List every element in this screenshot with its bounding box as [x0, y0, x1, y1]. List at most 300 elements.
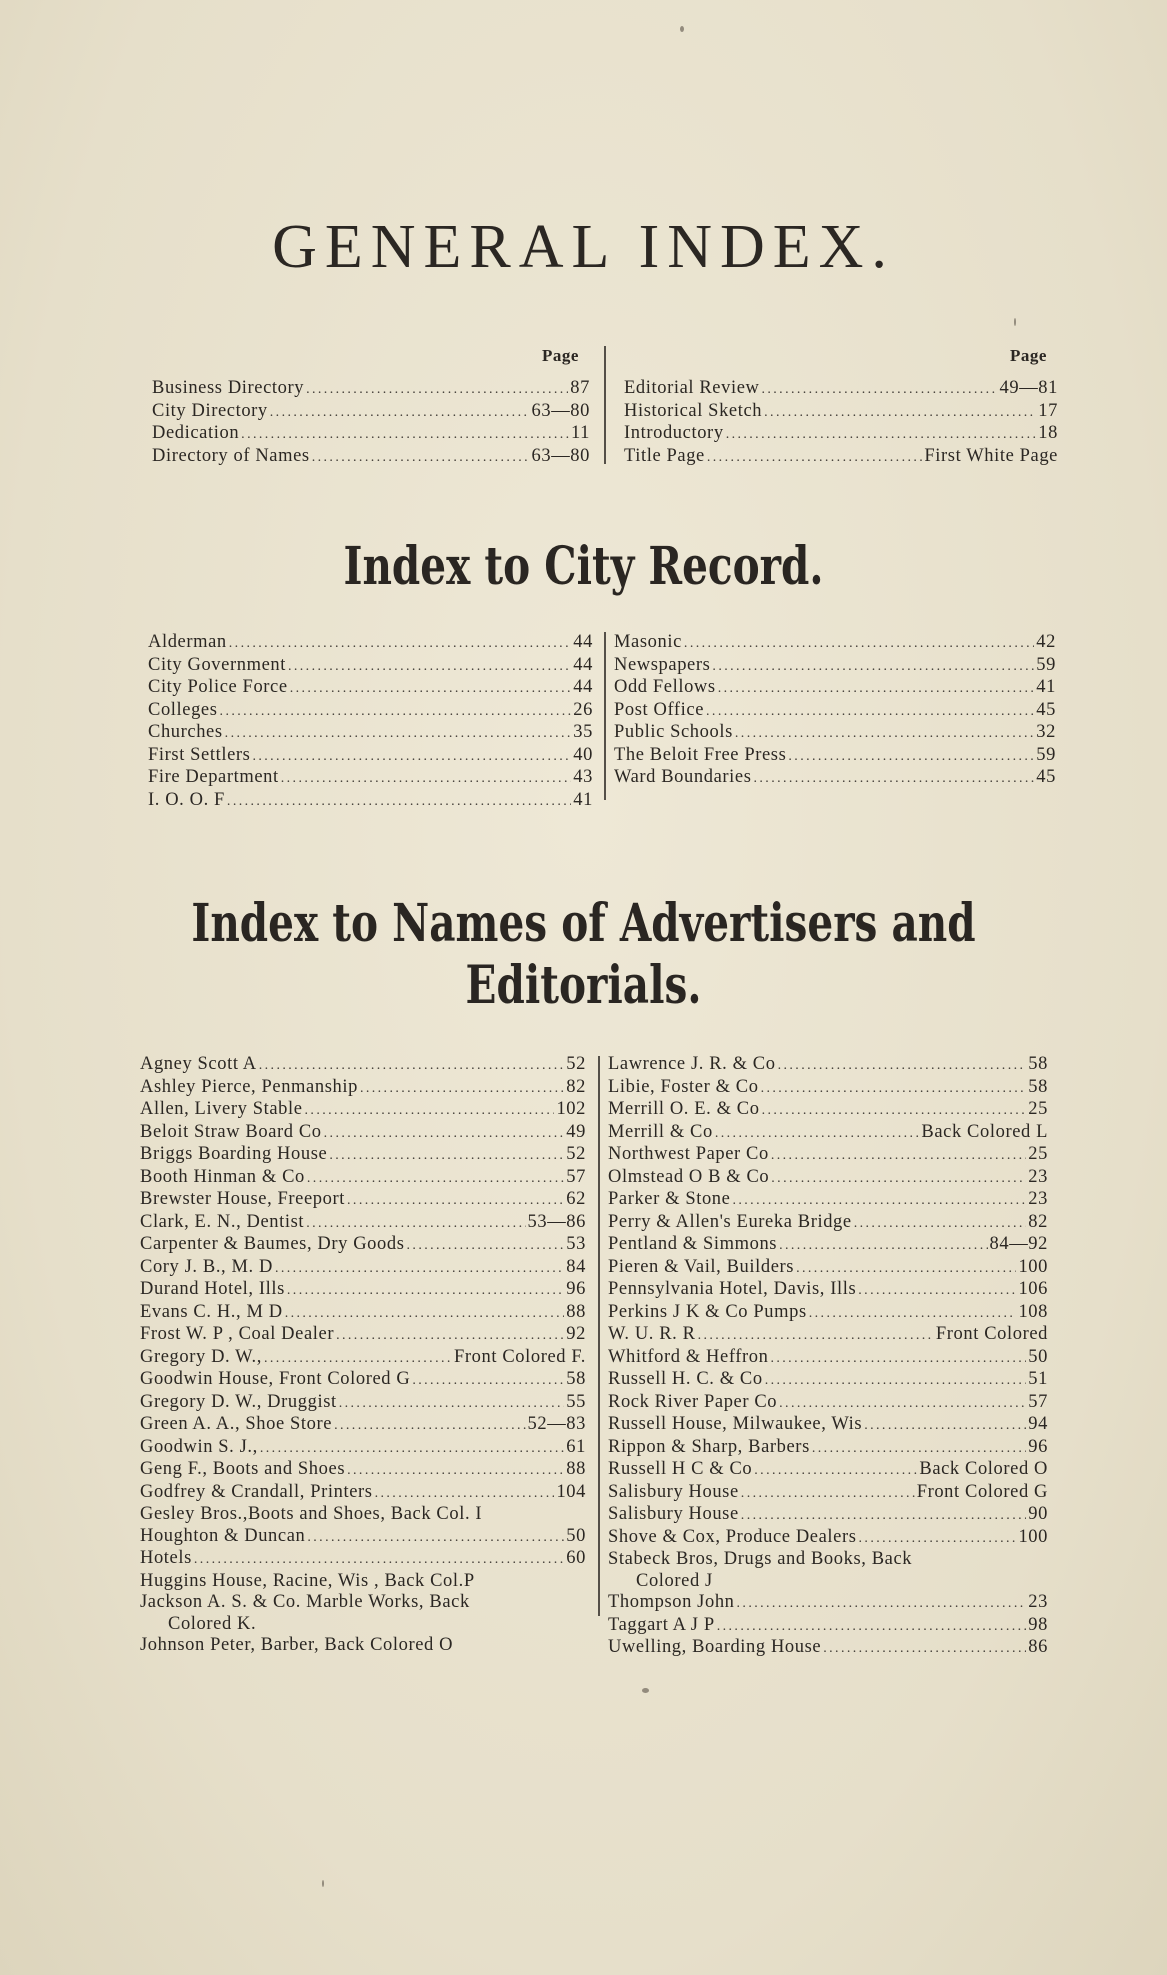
entry-label: Directory of Names — [152, 445, 310, 466]
entry-page: Front Colored — [935, 1324, 1048, 1344]
leader-dots — [754, 1460, 917, 1482]
entry-page: 106 — [1018, 1279, 1048, 1299]
leader-dots — [770, 1348, 1026, 1370]
leader-dots — [684, 633, 1034, 655]
paper-speck — [642, 1688, 649, 1693]
leader-dots — [290, 678, 572, 700]
entry-page: 41 — [573, 789, 593, 810]
index-entry — [152, 446, 590, 469]
entry-label: Stabeck Bros, Drugs and Books, Back — [608, 1549, 913, 1569]
general-index-right-column — [624, 378, 1058, 468]
entry-label: Gregory D. W., Druggist — [140, 1391, 337, 1412]
entry-label: Public Schools — [614, 722, 733, 742]
entry-label: Houghton & Duncan — [140, 1525, 306, 1546]
leader-dots — [737, 1593, 1027, 1615]
index-entry — [608, 1504, 1048, 1527]
column-divider — [604, 346, 606, 464]
entry-label: Russell H. C. & Co — [608, 1369, 763, 1389]
entry-page: 94 — [1028, 1414, 1048, 1434]
entry-label: Durand Hotel, Ills — [140, 1279, 285, 1299]
leader-dots — [225, 723, 572, 745]
leader-dots — [227, 791, 571, 813]
entry-label: Allen, Livery Stable — [140, 1099, 303, 1119]
entry-label: Booth Hinman & Co — [140, 1166, 305, 1187]
index-entry — [614, 700, 1056, 723]
leader-dots — [823, 1638, 1026, 1660]
entry-label: Shove & Cox, Produce Dealers — [608, 1526, 857, 1547]
entry-label: Merrill O. E. & Co — [608, 1099, 760, 1119]
entry-page: 108 — [1018, 1301, 1048, 1322]
entry-page: 23 — [1028, 1166, 1048, 1187]
index-entry — [140, 1324, 586, 1347]
index-entry — [140, 1459, 586, 1482]
entry-label: Masonic — [614, 632, 682, 652]
index-entry — [608, 1054, 1048, 1077]
index-entry — [152, 401, 590, 424]
entry-label: Introductory — [624, 423, 724, 443]
entry-label: Salisbury House — [608, 1481, 739, 1502]
entry-page: 90 — [1028, 1504, 1048, 1524]
index-entry — [608, 1392, 1048, 1415]
entry-page: Front Colored F. — [454, 1346, 586, 1367]
entry-page: 104 — [556, 1481, 586, 1502]
entry-page: 96 — [1028, 1436, 1048, 1457]
entry-label: Parker & Stone — [608, 1189, 731, 1209]
index-entry — [608, 1615, 1048, 1638]
entry-page: 100 — [1018, 1256, 1048, 1277]
entry-label: Churches — [148, 722, 223, 742]
leader-dots — [788, 746, 1034, 768]
index-entry — [140, 1167, 586, 1190]
entry-page: 62 — [566, 1189, 586, 1209]
index-entry — [140, 1189, 586, 1212]
leader-dots — [270, 402, 530, 424]
entry-page: 84 — [566, 1256, 586, 1277]
entry-label: Ashley Pierce, Penmanship — [140, 1076, 358, 1097]
leader-dots — [854, 1213, 1027, 1235]
entry-page: 88 — [566, 1459, 586, 1479]
entry-page: 60 — [566, 1548, 586, 1568]
index-entry — [140, 1504, 586, 1526]
leader-dots — [741, 1483, 915, 1505]
leader-dots — [726, 424, 1037, 446]
entry-label: Geng F., Boots and Shoes — [140, 1459, 346, 1479]
entry-label: Business Directory — [152, 378, 305, 398]
index-entry — [624, 401, 1058, 424]
page-column-header-left: Page — [542, 346, 579, 365]
entry-label: Godfrey & Crandall, Printers — [140, 1481, 373, 1502]
leader-dots — [252, 746, 571, 768]
entry-page: 96 — [566, 1279, 586, 1299]
leader-dots — [717, 1616, 1027, 1638]
index-entry — [148, 745, 593, 768]
column-divider — [604, 632, 606, 800]
entry-page: 41 — [1036, 677, 1056, 697]
entry-page: 82 — [566, 1076, 586, 1097]
leader-dots — [761, 1078, 1027, 1100]
index-entry — [140, 1234, 586, 1257]
leader-dots — [347, 1460, 564, 1482]
leader-dots — [796, 1258, 1016, 1280]
entry-page: 32 — [1036, 722, 1056, 742]
index-entry — [140, 1414, 586, 1437]
entry-label: Perry & Allen's Eureka Bridge — [608, 1211, 852, 1232]
index-entry — [152, 423, 590, 446]
leader-dots — [329, 1145, 564, 1167]
entry-label: Colored K. — [168, 1613, 257, 1634]
entry-label: Uwelling, Boarding House — [608, 1637, 822, 1657]
entry-label: City Police Force — [148, 677, 288, 697]
column-divider — [598, 1056, 600, 1616]
entry-page: 59 — [1036, 654, 1056, 675]
index-entry — [624, 423, 1058, 446]
leader-dots — [732, 1190, 1026, 1212]
paper-speck — [1014, 318, 1016, 326]
entry-label: The Beloit Free Press — [614, 744, 787, 765]
index-entry — [608, 1459, 1048, 1482]
index-entry — [140, 1635, 586, 1657]
entry-page: 23 — [1028, 1189, 1048, 1209]
entry-label: Evans C. H., M D — [140, 1301, 283, 1322]
entry-page: 88 — [566, 1301, 586, 1322]
index-entry — [614, 632, 1056, 655]
entry-label: Goodwin S. J., — [140, 1436, 258, 1457]
entry-page: 87 — [570, 378, 590, 398]
entry-page: 45 — [1036, 767, 1056, 787]
leader-dots — [812, 1438, 1026, 1460]
entry-page: 100 — [1018, 1526, 1048, 1547]
entry-label: Northwest Paper Co — [608, 1144, 769, 1164]
leader-dots — [715, 1123, 920, 1145]
index-entry — [148, 767, 593, 790]
entry-page: 84—92 — [989, 1234, 1048, 1254]
leader-dots — [324, 1123, 565, 1145]
leader-dots — [241, 424, 569, 446]
entry-label: Cory J. B., M. D — [140, 1256, 273, 1277]
leader-dots — [859, 1528, 1017, 1550]
index-entry — [614, 767, 1056, 790]
entry-page: 25 — [1028, 1099, 1048, 1119]
index-entry — [140, 1571, 586, 1593]
entry-label: Rippon & Sharp, Barbers — [608, 1436, 810, 1457]
entry-page: 86 — [1028, 1637, 1048, 1657]
leader-dots — [375, 1483, 555, 1505]
index-entry — [148, 632, 593, 655]
page-column-header-right: Page — [1010, 346, 1047, 365]
index-entry — [608, 1279, 1048, 1302]
leader-dots — [707, 447, 923, 469]
entry-page: 44 — [573, 632, 593, 652]
leader-dots — [306, 1213, 525, 1235]
index-entry — [152, 378, 590, 401]
leader-dots — [281, 768, 572, 790]
city-record-title: Index to City Record. — [343, 536, 824, 597]
leader-dots — [288, 656, 571, 678]
index-entry — [614, 745, 1056, 768]
entry-label: Pentland & Simmons — [608, 1234, 778, 1254]
paper-speck — [680, 26, 684, 32]
advertisers-title — [128, 893, 1038, 1017]
entry-label: Briggs Boarding House — [140, 1144, 328, 1164]
entry-page: 43 — [573, 767, 593, 787]
index-entry — [148, 655, 593, 678]
entry-label: Olmstead O B & Co — [608, 1166, 770, 1187]
leader-dots — [779, 1235, 987, 1257]
entry-page: 50 — [1028, 1346, 1048, 1367]
entry-label: Perkins J K & Co Pumps — [608, 1301, 807, 1322]
entry-label: City Government — [148, 654, 286, 675]
entry-label: Gesley Bros.,Boots and Shoes, Back Col. I — [140, 1504, 483, 1524]
entry-page: 50 — [566, 1525, 586, 1546]
entry-label: Thompson John — [608, 1592, 735, 1612]
index-entry — [140, 1526, 586, 1549]
entry-page: Back Colored O — [919, 1459, 1048, 1479]
entry-page: 55 — [566, 1391, 586, 1412]
leader-dots — [778, 1055, 1027, 1077]
index-entry — [614, 677, 1056, 700]
leader-dots — [306, 379, 568, 401]
entry-label: Goodwin House, Front Colored G — [140, 1369, 411, 1389]
index-entry — [140, 1482, 586, 1505]
entry-label: Brewster House, Freeport — [140, 1189, 346, 1209]
entry-label: Russell H C & Co — [608, 1459, 753, 1479]
entry-page: 25 — [1028, 1144, 1048, 1164]
leader-dots — [864, 1415, 1026, 1437]
advertisers-title-line1: Index to Names of Advertisers and — [191, 893, 976, 954]
leader-dots — [220, 701, 572, 723]
entry-label: Gregory D. W., — [140, 1346, 262, 1367]
leader-dots — [761, 379, 997, 401]
leader-dots — [339, 1393, 565, 1415]
entry-page: 58 — [1028, 1076, 1048, 1097]
entry-label: City Directory — [152, 400, 268, 421]
leader-dots — [264, 1348, 452, 1370]
index-entry — [608, 1234, 1048, 1257]
entry-page: 57 — [566, 1166, 586, 1187]
index-entry — [608, 1592, 1048, 1615]
entry-label: First Settlers — [148, 744, 251, 765]
index-entry — [608, 1637, 1048, 1660]
entry-page: 59 — [1036, 744, 1056, 765]
entry-page: 58 — [566, 1369, 586, 1389]
leader-dots — [307, 1168, 564, 1190]
leader-dots — [260, 1438, 564, 1460]
leader-dots — [360, 1078, 564, 1100]
leader-dots — [706, 701, 1034, 723]
entry-page: 44 — [573, 677, 593, 697]
entry-page: 52—83 — [527, 1414, 586, 1434]
entry-page: First White Page — [924, 445, 1058, 466]
entry-page: 98 — [1028, 1614, 1048, 1635]
entry-page: 52 — [566, 1054, 586, 1074]
entry-label: Agney Scott A — [140, 1054, 257, 1074]
entry-label: Newspapers — [614, 654, 711, 675]
leader-dots — [334, 1415, 525, 1437]
index-entry — [608, 1571, 1048, 1593]
entry-label: Title Page — [624, 445, 705, 466]
entry-page: 52 — [566, 1144, 586, 1164]
leader-dots — [347, 1190, 564, 1212]
entry-page: 26 — [573, 699, 593, 720]
entry-label: Colored J — [636, 1570, 713, 1591]
entry-page: 11 — [570, 423, 590, 443]
entry-label: Taggart A J P — [608, 1614, 715, 1635]
index-entry — [608, 1212, 1048, 1235]
index-entry — [608, 1257, 1048, 1280]
entry-label: Clark, E. N., Dentist — [140, 1211, 305, 1232]
entry-page: 53 — [566, 1234, 586, 1254]
entry-label: Whitford & Heffron — [608, 1346, 769, 1367]
leader-dots — [336, 1325, 564, 1347]
index-entry — [140, 1369, 586, 1392]
leader-dots — [698, 1325, 934, 1347]
index-entry — [608, 1077, 1048, 1100]
index-entry — [140, 1144, 586, 1167]
index-entry — [140, 1614, 586, 1636]
entry-page: 18 — [1038, 423, 1058, 443]
index-entry — [140, 1392, 586, 1415]
leader-dots — [305, 1100, 555, 1122]
index-entry — [148, 700, 593, 723]
leader-dots — [771, 1145, 1026, 1167]
entry-label: Alderman — [148, 632, 227, 652]
leader-dots — [312, 447, 530, 469]
entry-page: 63—80 — [531, 400, 590, 421]
general-index-title: GENERAL INDEX. — [272, 213, 895, 281]
leader-dots — [412, 1370, 564, 1392]
entry-label: Beloit Straw Board Co — [140, 1121, 322, 1142]
entry-page: 49 — [566, 1121, 586, 1142]
index-entry — [614, 722, 1056, 745]
index-entry — [608, 1414, 1048, 1437]
index-entry — [140, 1257, 586, 1280]
city-record-left-column — [148, 632, 593, 812]
leader-dots — [407, 1235, 565, 1257]
entry-label: W. U. R. R — [608, 1324, 696, 1344]
entry-label: Dedication — [152, 423, 240, 443]
advertisers-left-column — [140, 1054, 586, 1657]
entry-page: Front Colored G — [916, 1481, 1048, 1502]
index-entry — [140, 1077, 586, 1100]
index-entry — [608, 1189, 1048, 1212]
index-entry — [140, 1099, 586, 1122]
advertisers-title-line2: Editorials. — [465, 955, 702, 1016]
entry-label: Pieren & Vail, Builders — [608, 1256, 795, 1277]
leader-dots — [858, 1280, 1016, 1302]
entry-label: Russell House, Milwaukee, Wis — [608, 1414, 863, 1434]
index-entry — [140, 1548, 586, 1571]
entry-page: 40 — [573, 744, 593, 765]
index-entry — [614, 655, 1056, 678]
entry-label: Merrill & Co — [608, 1121, 713, 1142]
paper-speck — [322, 1880, 324, 1887]
index-entry — [140, 1347, 586, 1370]
entry-label: Ward Boundaries — [614, 767, 752, 787]
leader-dots — [285, 1303, 565, 1325]
entry-page: Back Colored L — [921, 1121, 1048, 1142]
index-entry — [608, 1167, 1048, 1190]
entry-label: Johnson Peter, Barber, Back Colored O — [140, 1635, 454, 1655]
entry-label: Colleges — [148, 699, 218, 720]
index-entry — [140, 1054, 586, 1077]
leader-dots — [735, 723, 1034, 745]
leader-dots — [779, 1393, 1026, 1415]
entry-label: Pennsylvania Hotel, Davis, Ills — [608, 1279, 857, 1299]
entry-page: 49—81 — [999, 378, 1058, 398]
entry-page: 63—80 — [531, 445, 590, 466]
entry-page: 42 — [1036, 632, 1056, 652]
leader-dots — [762, 1100, 1027, 1122]
entry-label: Odd Fellows — [614, 677, 716, 697]
entry-label: I. O. O. F — [148, 789, 225, 810]
entry-page: 51 — [1028, 1369, 1048, 1389]
index-entry — [608, 1324, 1048, 1347]
index-entry — [608, 1482, 1048, 1505]
leader-dots — [712, 656, 1034, 678]
index-entry — [140, 1592, 586, 1614]
entry-page: 92 — [566, 1324, 586, 1344]
entry-label: Rock River Paper Co — [608, 1391, 778, 1412]
index-entry — [148, 722, 593, 745]
index-entry — [608, 1122, 1048, 1145]
index-entry — [608, 1369, 1048, 1392]
entry-page: 102 — [556, 1099, 586, 1119]
leader-dots — [754, 768, 1035, 790]
index-entry — [608, 1144, 1048, 1167]
entry-page: 53—86 — [527, 1211, 586, 1232]
entry-label: Carpenter & Baumes, Dry Goods — [140, 1234, 405, 1254]
index-entry — [608, 1099, 1048, 1122]
leader-dots — [287, 1280, 564, 1302]
city-record-right-column — [614, 632, 1056, 790]
entry-label: Lawrence J. R. & Co — [608, 1054, 776, 1074]
entry-label: Green A. A., Shoe Store — [140, 1414, 333, 1434]
leader-dots — [765, 1370, 1027, 1392]
advertisers-right-column — [608, 1054, 1048, 1660]
entry-page: 35 — [573, 722, 593, 742]
index-entry — [140, 1302, 586, 1325]
entry-label: Fire Department — [148, 767, 279, 787]
leader-dots — [741, 1505, 1027, 1527]
index-entry — [140, 1279, 586, 1302]
index-entry — [608, 1347, 1048, 1370]
entry-page: 23 — [1028, 1592, 1048, 1612]
entry-label: Editorial Review — [624, 378, 760, 398]
index-entry — [624, 446, 1058, 469]
index-entry — [608, 1549, 1048, 1571]
leader-dots — [275, 1258, 564, 1280]
index-entry — [624, 378, 1058, 401]
index-entry — [608, 1527, 1048, 1550]
index-entry — [608, 1437, 1048, 1460]
leader-dots — [194, 1549, 564, 1571]
leader-dots — [771, 1168, 1026, 1190]
entry-label: Jackson A. S. & Co. Marble Works, Back — [140, 1592, 470, 1612]
index-entry — [140, 1212, 586, 1235]
leader-dots — [259, 1055, 565, 1077]
leader-dots — [809, 1303, 1017, 1325]
entry-page: 45 — [1036, 699, 1056, 720]
entry-page: 82 — [1028, 1211, 1048, 1232]
index-entry — [148, 677, 593, 700]
entry-label: Libie, Foster & Co — [608, 1076, 759, 1097]
entry-page: 58 — [1028, 1054, 1048, 1074]
entry-page: 57 — [1028, 1391, 1048, 1412]
leader-dots — [764, 402, 1036, 424]
entry-label: Historical Sketch — [624, 400, 763, 421]
entry-label: Salisbury House — [608, 1504, 739, 1524]
index-entry — [148, 790, 593, 813]
